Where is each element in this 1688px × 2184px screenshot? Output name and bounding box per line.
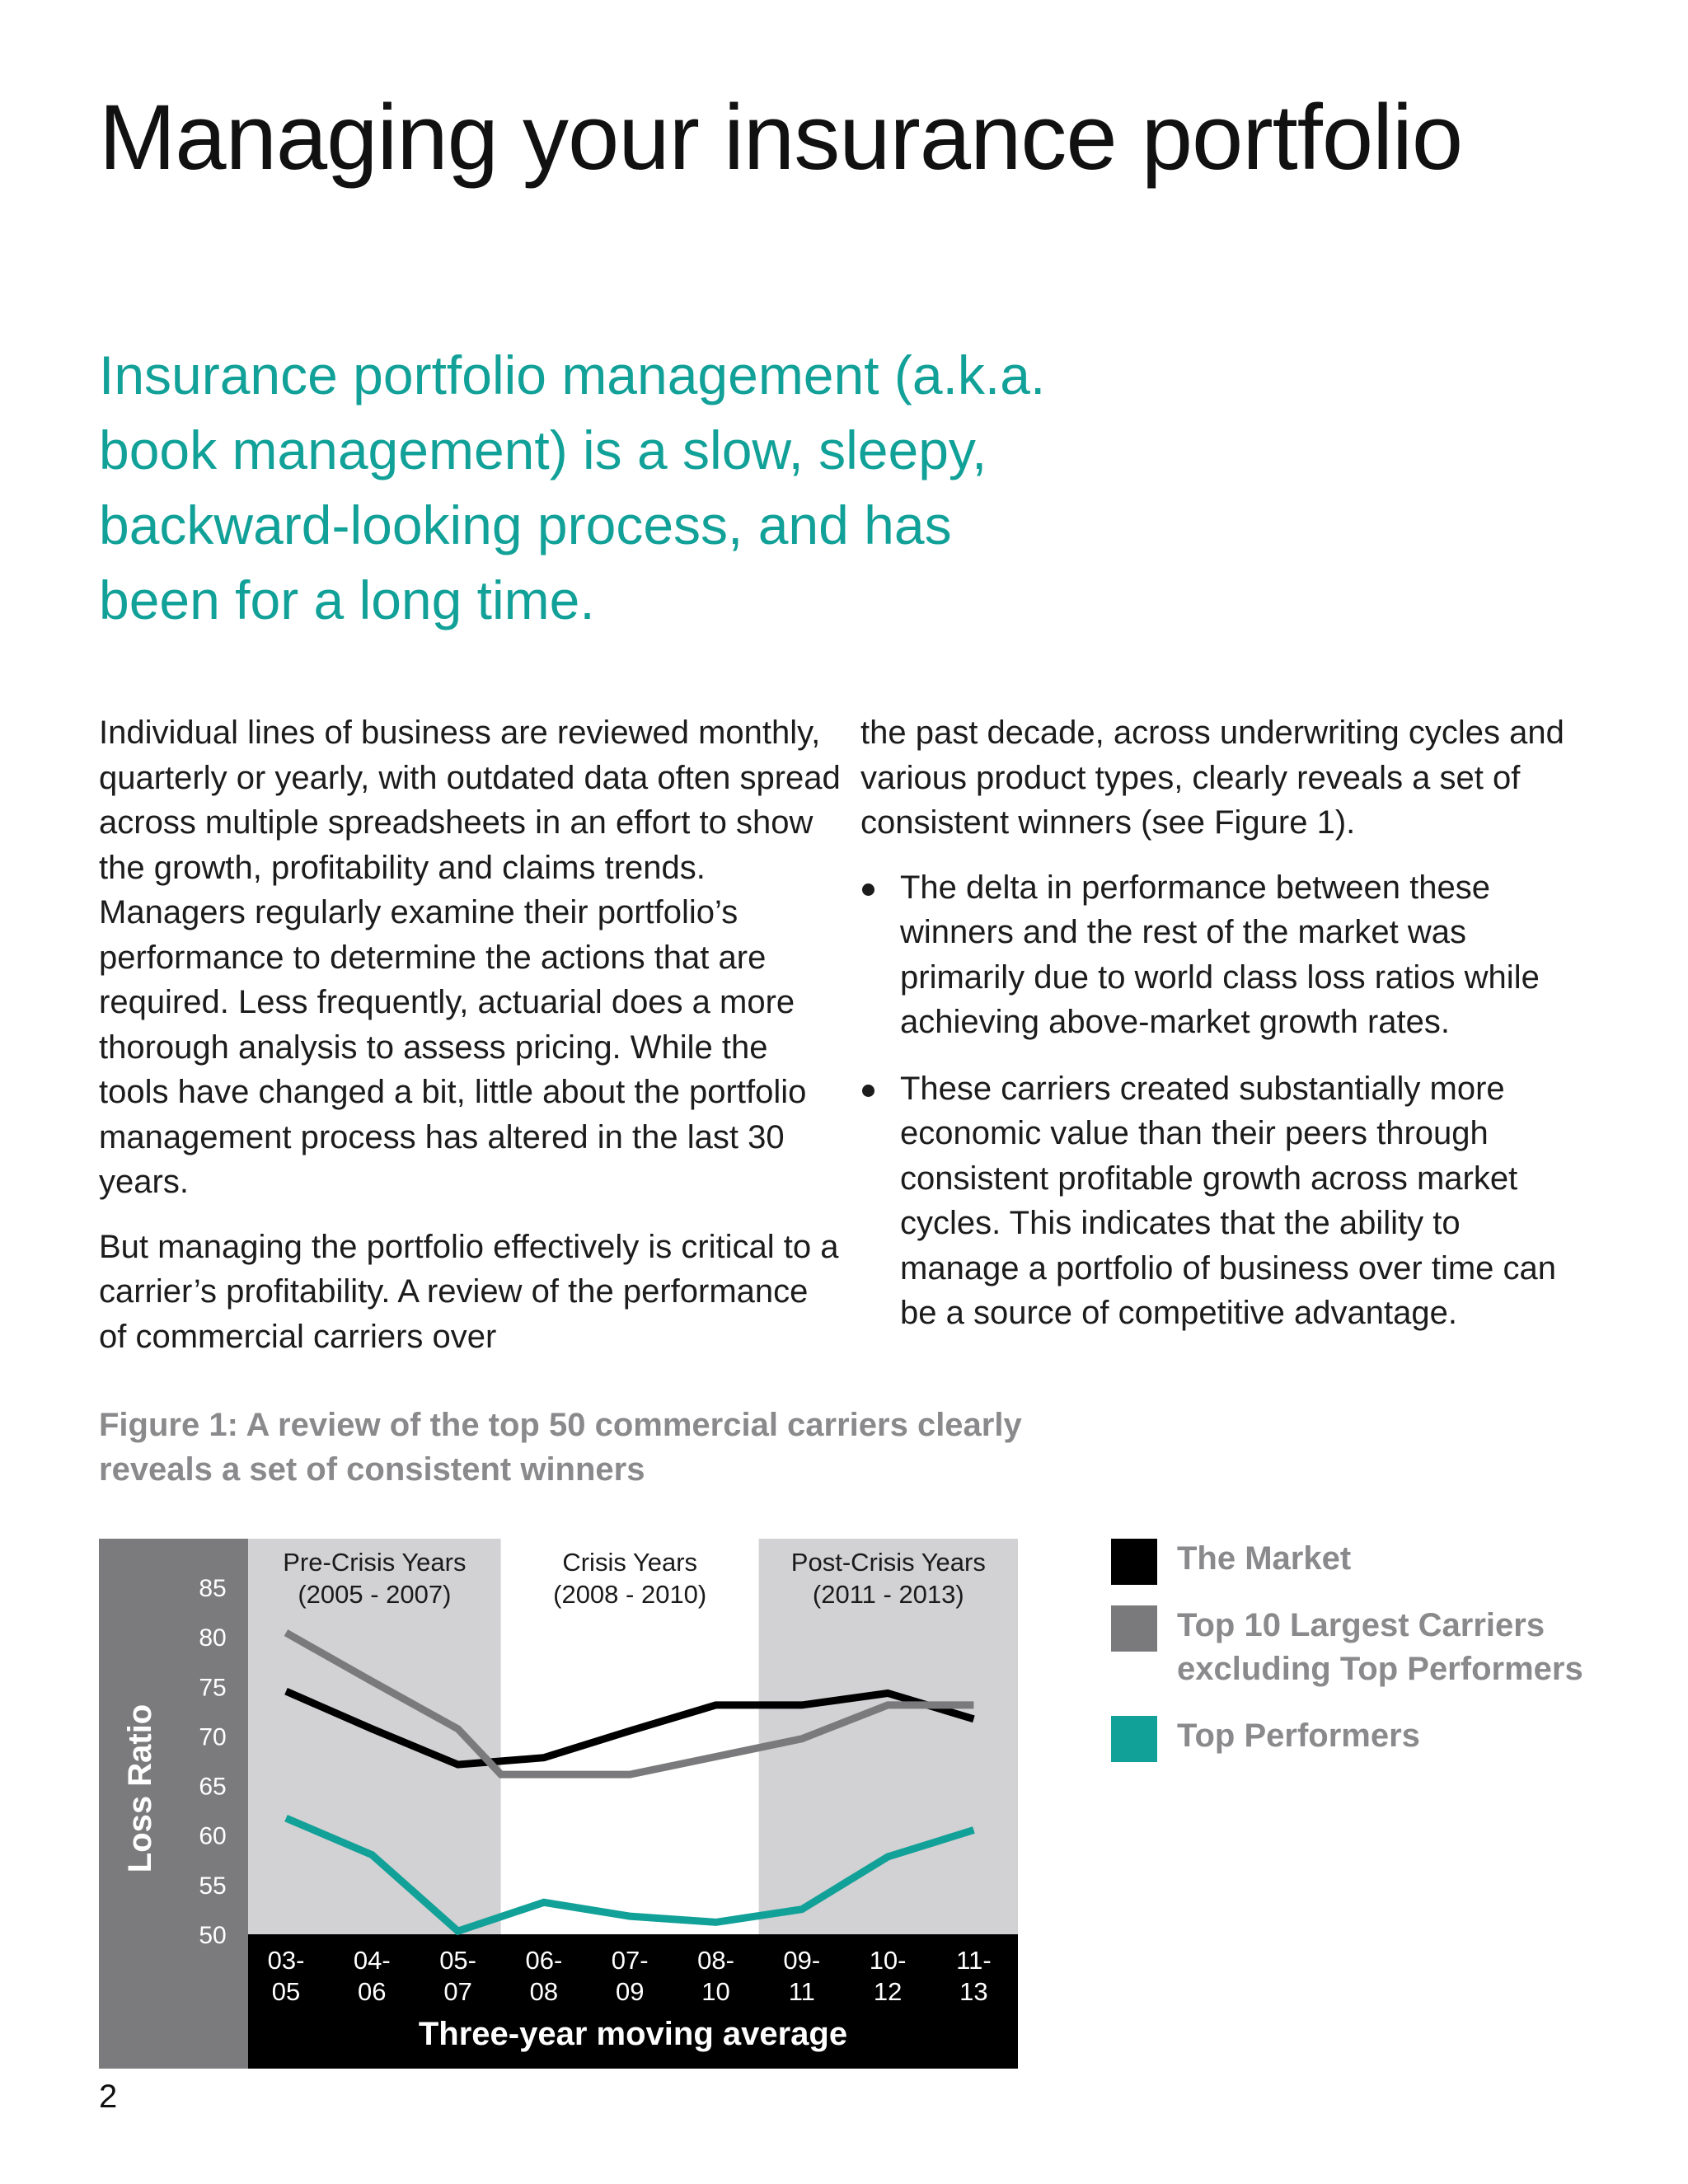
period-range: (2011 - 2013)	[812, 1580, 964, 1609]
period-label: Pre-Crisis Years	[283, 1548, 467, 1577]
bullet-item: These carriers created substantially more economic value than their peers through consistent profitable growth across market cycles. This indicates that the ability to manage a portfolio of business over time can be a source of competitive advantage.	[860, 1066, 1586, 1336]
period-label: Post-Crisis Years	[790, 1548, 986, 1577]
legend-swatch	[1111, 1605, 1157, 1652]
x-tick-label: 12	[873, 1977, 903, 2006]
x-tick-label: 09-	[783, 1946, 821, 1975]
period-range: (2005 - 2007)	[298, 1580, 452, 1609]
x-tick-label: 07-	[611, 1946, 649, 1975]
x-tick-label: 09	[615, 1977, 645, 2006]
x-tick-label: 13	[959, 1977, 988, 2006]
y-tick-label: 85	[199, 1575, 227, 1602]
x-tick-label: 08	[529, 1977, 559, 2006]
x-tick-label: 11-	[956, 1946, 992, 1975]
y-tick-label: 80	[199, 1624, 227, 1652]
legend-swatch	[1111, 1539, 1157, 1585]
legend-item-top-performers	[1111, 1714, 1606, 1758]
body-paragraph: Individual lines of business are reviewed monthly, quarterly or yearly, with outdated data often spread across multiple spreadsheets in an effort to show the growth, profitability and claims trends. Managers regularly examine their portfolio’s performance to determine the actions that are required. Less frequently, actuarial does a more thorough analysis to assess pricing. While the tools have changed a bit, little about the portfolio management process has altered in the last 30 years.	[99, 715, 841, 1200]
body-column-left	[99, 710, 841, 1379]
x-tick-label: 10	[701, 1977, 730, 2006]
y-tick-label: 75	[199, 1674, 227, 1702]
x-tick-label: 05	[271, 1977, 301, 2006]
chart-legend	[1111, 1537, 1606, 1781]
x-tick-label: 06	[358, 1977, 387, 2006]
y-tick-label: 55	[199, 1872, 227, 1900]
period-range: (2008 - 2010)	[553, 1580, 707, 1609]
page-title: Managing your insurance portfolio	[99, 86, 1463, 189]
legend-label: Top 10 Largest Carriers excluding Top Performers	[1177, 1607, 1583, 1687]
x-tick-label: 07	[443, 1977, 472, 2006]
x-tick-label: 03-	[267, 1946, 305, 1975]
x-axis-title: Three-year moving average	[418, 2016, 848, 2052]
y-tick-label: 60	[199, 1822, 227, 1850]
figure-caption: Figure 1: A review of the top 50 commercial carriers clearly reveals a set of consistent winners	[99, 1407, 1022, 1488]
y-tick-label: 70	[199, 1723, 227, 1751]
bullet-item: The delta in performance between these winners and the rest of the market was primarily due to world class loss ratios while achieving above-market growth rates.	[860, 865, 1586, 1045]
x-tick-label: 08-	[697, 1946, 734, 1975]
body-paragraph: the past decade, across underwriting cycles and various product types, clearly reveals a set of consistent winners (see Figure 1).	[860, 715, 1564, 841]
x-tick-label: 11	[788, 1977, 815, 2006]
y-axis-title: Loss Ratio	[122, 1704, 158, 1873]
y-tick-label: 50	[199, 1922, 227, 1949]
legend-swatch	[1111, 1716, 1157, 1762]
x-tick-label: 10-	[869, 1946, 907, 1975]
lead-statement: Insurance portfolio management (a.k.a. book management) is a slow, sleepy, backward-looking process, and has been for a long time.	[99, 344, 1046, 630]
legend-label: Top Performers	[1177, 1718, 1420, 1754]
bullet-list	[860, 865, 1586, 1336]
y-tick-label: 65	[199, 1773, 227, 1801]
period-label: Crisis Years	[562, 1548, 698, 1577]
legend-item-top10	[1111, 1604, 1606, 1691]
legend-item-market	[1111, 1537, 1606, 1581]
legend-label: The Market	[1177, 1540, 1352, 1577]
x-tick-label: 05-	[439, 1946, 477, 1975]
body-paragraph: But managing the portfolio effectively is critical to a carrier’s profitability. A review of the performance of commercial carriers over	[99, 1228, 839, 1355]
loss-ratio-chart	[99, 1539, 1018, 2069]
x-tick-label: 04-	[353, 1946, 391, 1975]
page-number: 2	[99, 2079, 118, 2115]
body-column-right	[860, 710, 1586, 1357]
x-tick-label: 06-	[525, 1946, 563, 1975]
